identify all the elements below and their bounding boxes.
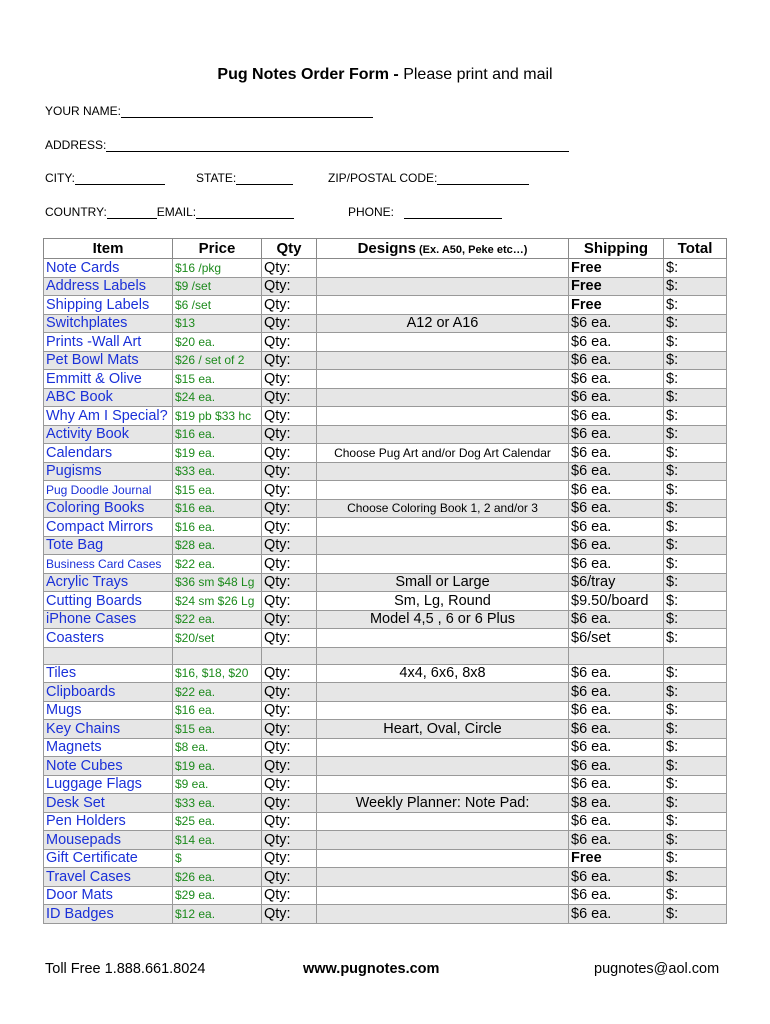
design-cell[interactable]: [317, 849, 569, 868]
design-cell[interactable]: [317, 629, 569, 648]
state-field[interactable]: [196, 171, 293, 185]
total-cell[interactable]: $:: [664, 462, 727, 481]
qty-cell[interactable]: Qty:: [262, 886, 317, 905]
name-field[interactable]: [45, 104, 373, 118]
shipping-cell: $6 ea.: [569, 351, 664, 370]
item-cell: Tiles: [44, 664, 173, 683]
item-cell: Switchplates: [44, 314, 173, 333]
qty-cell[interactable]: Qty:: [262, 738, 317, 757]
item-cell: Prints -Wall Art: [44, 333, 173, 352]
item-cell: Mugs: [44, 701, 173, 720]
total-cell[interactable]: $:: [664, 738, 727, 757]
qty-cell[interactable]: Qty:: [262, 388, 317, 407]
qty-cell[interactable]: Qty:: [262, 664, 317, 683]
total-cell[interactable]: $:: [664, 592, 727, 611]
qty-cell[interactable]: Qty:: [262, 610, 317, 629]
price-cell: $12 ea.: [173, 905, 262, 924]
table-header: [44, 239, 727, 259]
total-cell[interactable]: $:: [664, 555, 727, 574]
shipping-cell: $6 ea.: [569, 664, 664, 683]
total-cell[interactable]: $:: [664, 277, 727, 296]
price-cell: $22 ea.: [173, 683, 262, 702]
price-cell: $24 sm $26 Lg: [173, 592, 262, 611]
design-cell[interactable]: [317, 555, 569, 574]
item-cell: Pet Bowl Mats: [44, 351, 173, 370]
qty-cell[interactable]: Qty:: [262, 555, 317, 574]
shipping-cell: $6 ea.: [569, 905, 664, 924]
shipping-cell: $9.50/board: [569, 592, 664, 611]
price-cell: $14 ea.: [173, 831, 262, 850]
total-cell[interactable]: $:: [664, 481, 727, 500]
city-field[interactable]: [45, 171, 165, 185]
state-label: STATE:: [196, 171, 237, 185]
total-cell[interactable]: $:: [664, 351, 727, 370]
table-row: [44, 555, 727, 574]
price-cell: $33 ea.: [173, 462, 262, 481]
spacer-row: [44, 647, 727, 664]
table-row: [44, 905, 727, 924]
item-cell: Calendars: [44, 444, 173, 463]
price-cell: $16 ea.: [173, 425, 262, 444]
design-cell[interactable]: Heart, Oval, Circle: [317, 720, 569, 739]
design-cell[interactable]: [317, 775, 569, 794]
shipping-cell: $6 ea.: [569, 683, 664, 702]
city-line[interactable]: [75, 172, 165, 185]
item-cell: Emmitt & Olive: [44, 370, 173, 389]
table-row: [44, 259, 727, 278]
design-cell[interactable]: [317, 481, 569, 500]
design-cell[interactable]: A12 or A16: [317, 314, 569, 333]
item-cell: Luggage Flags: [44, 775, 173, 794]
total-cell[interactable]: $:: [664, 849, 727, 868]
order-table: [43, 238, 727, 924]
shipping-cell: $6 ea.: [569, 536, 664, 555]
total-cell[interactable]: $:: [664, 775, 727, 794]
shipping-cell: $6/set: [569, 629, 664, 648]
qty-cell[interactable]: Qty:: [262, 831, 317, 850]
phone-field[interactable]: [348, 205, 502, 219]
qty-cell[interactable]: Qty:: [262, 259, 317, 278]
qty-cell[interactable]: Qty:: [262, 573, 317, 592]
design-cell[interactable]: [317, 333, 569, 352]
shipping-cell: $6 ea.: [569, 701, 664, 720]
qty-cell[interactable]: Qty:: [262, 629, 317, 648]
design-cell[interactable]: [317, 259, 569, 278]
table-row: [44, 738, 727, 757]
qty-cell[interactable]: Qty:: [262, 277, 317, 296]
spacer-cell: [173, 647, 262, 664]
design-cell[interactable]: [317, 351, 569, 370]
qty-cell[interactable]: Qty:: [262, 683, 317, 702]
price-cell: $8 ea.: [173, 738, 262, 757]
zip-field[interactable]: [328, 171, 529, 185]
total-cell[interactable]: $:: [664, 610, 727, 629]
shipping-cell: $8 ea.: [569, 794, 664, 813]
design-cell[interactable]: [317, 277, 569, 296]
table-row: [44, 388, 727, 407]
shipping-cell: $6 ea.: [569, 757, 664, 776]
order-table-body: [44, 259, 727, 924]
email-label: EMAIL:: [156, 205, 197, 219]
price-cell: $19 ea.: [173, 757, 262, 776]
country-field[interactable]: [45, 205, 294, 219]
design-cell[interactable]: [317, 831, 569, 850]
price-cell: $22 ea.: [173, 555, 262, 574]
spacer-cell: [569, 647, 664, 664]
qty-cell[interactable]: Qty:: [262, 499, 317, 518]
header-shipping: Shipping: [569, 239, 664, 259]
qty-cell[interactable]: Qty:: [262, 314, 317, 333]
shipping-cell: $6 ea.: [569, 314, 664, 333]
design-cell[interactable]: Model 4,5 , 6 or 6 Plus: [317, 610, 569, 629]
shipping-cell: $6 ea.: [569, 444, 664, 463]
price-cell: $9 /set: [173, 277, 262, 296]
spacer-cell: [44, 647, 173, 664]
shipping-cell: Free: [569, 296, 664, 315]
spacer-cell: [664, 647, 727, 664]
phone-label: PHONE:: [348, 205, 395, 219]
total-cell[interactable]: $:: [664, 314, 727, 333]
total-cell[interactable]: $:: [664, 518, 727, 537]
shipping-cell: $6 ea.: [569, 886, 664, 905]
design-cell[interactable]: Choose Pug Art and/or Dog Art Calendar: [317, 444, 569, 463]
design-cell[interactable]: [317, 812, 569, 831]
table-row: [44, 886, 727, 905]
shipping-cell: $6 ea.: [569, 481, 664, 500]
country-label: COUNTRY:: [45, 205, 107, 219]
item-cell: Clipboards: [44, 683, 173, 702]
table-row: [44, 629, 727, 648]
price-cell: $15 ea.: [173, 481, 262, 500]
header-designs-label: Designs: [357, 240, 416, 257]
qty-cell[interactable]: Qty:: [262, 425, 317, 444]
total-cell[interactable]: $:: [664, 388, 727, 407]
price-cell: $16 ea.: [173, 701, 262, 720]
item-cell: Tote Bag: [44, 536, 173, 555]
phone-line[interactable]: [404, 206, 502, 219]
design-cell[interactable]: [317, 701, 569, 720]
price-cell: $9 ea.: [173, 775, 262, 794]
shipping-cell: $6 ea.: [569, 425, 664, 444]
total-cell[interactable]: $:: [664, 499, 727, 518]
item-cell: Desk Set: [44, 794, 173, 813]
form-title: [0, 66, 770, 84]
shipping-cell: $6/tray: [569, 573, 664, 592]
qty-cell[interactable]: Qty:: [262, 333, 317, 352]
item-cell: Cutting Boards: [44, 592, 173, 611]
item-cell: Coloring Books: [44, 499, 173, 518]
total-cell[interactable]: $:: [664, 425, 727, 444]
form-title-rest: Please print and mail: [398, 66, 553, 83]
total-cell[interactable]: $:: [664, 296, 727, 315]
item-cell: Acrylic Trays: [44, 573, 173, 592]
price-cell: $29 ea.: [173, 886, 262, 905]
qty-cell[interactable]: Qty:: [262, 518, 317, 537]
design-cell[interactable]: Small or Large: [317, 573, 569, 592]
design-cell[interactable]: [317, 757, 569, 776]
price-cell: $33 ea.: [173, 794, 262, 813]
item-cell: Activity Book: [44, 425, 173, 444]
qty-cell[interactable]: Qty:: [262, 720, 317, 739]
address-label: ADDRESS:: [45, 138, 107, 152]
table-row: [44, 333, 727, 352]
spacer-cell: [262, 647, 317, 664]
item-cell: Magnets: [44, 738, 173, 757]
design-cell[interactable]: [317, 407, 569, 426]
item-cell: Gift Certificate: [44, 849, 173, 868]
table-row: [44, 296, 727, 315]
total-cell[interactable]: $:: [664, 536, 727, 555]
shipping-cell: Free: [569, 259, 664, 278]
table-row: [44, 775, 727, 794]
total-cell[interactable]: $:: [664, 868, 727, 887]
table-row: [44, 610, 727, 629]
price-cell: $26 ea.: [173, 868, 262, 887]
price-cell: $24 ea.: [173, 388, 262, 407]
total-cell[interactable]: $:: [664, 664, 727, 683]
name-line[interactable]: [121, 105, 373, 118]
design-cell[interactable]: [317, 388, 569, 407]
qty-cell[interactable]: Qty:: [262, 296, 317, 315]
table-row: [44, 536, 727, 555]
design-cell[interactable]: [317, 518, 569, 537]
design-cell[interactable]: Sm, Lg, Round: [317, 592, 569, 611]
price-cell: $6 /set: [173, 296, 262, 315]
design-cell[interactable]: 4x4, 6x6, 8x8: [317, 664, 569, 683]
shipping-cell: $6 ea.: [569, 518, 664, 537]
price-cell: $36 sm $48 Lg: [173, 573, 262, 592]
total-cell[interactable]: $:: [664, 831, 727, 850]
header-item: Item: [44, 239, 173, 259]
shipping-cell: $6 ea.: [569, 462, 664, 481]
header-designs: [317, 239, 569, 259]
table-row: [44, 720, 727, 739]
shipping-cell: $6 ea.: [569, 610, 664, 629]
price-cell: $16, $18, $20: [173, 664, 262, 683]
item-cell: Door Mats: [44, 886, 173, 905]
price-cell: $19 pb $33 hc: [173, 407, 262, 426]
header-designs-note: (Ex. A50, Peke etc…): [415, 244, 528, 256]
price-cell: $26 / set of 2: [173, 351, 262, 370]
item-cell: Travel Cases: [44, 868, 173, 887]
table-row: [44, 444, 727, 463]
shipping-cell: $6 ea.: [569, 370, 664, 389]
item-cell: Address Labels: [44, 277, 173, 296]
shipping-cell: $6 ea.: [569, 720, 664, 739]
total-cell[interactable]: $:: [664, 886, 727, 905]
header-total: Total: [664, 239, 727, 259]
total-cell[interactable]: $:: [664, 683, 727, 702]
table-row: [44, 277, 727, 296]
qty-cell[interactable]: Qty:: [262, 592, 317, 611]
qty-cell[interactable]: Qty:: [262, 775, 317, 794]
header-qty: Qty: [262, 239, 317, 259]
table-row: [44, 757, 727, 776]
design-cell[interactable]: [317, 868, 569, 887]
qty-cell[interactable]: Qty:: [262, 407, 317, 426]
item-cell: Pug Doodle Journal: [44, 481, 173, 500]
shipping-cell: $6 ea.: [569, 775, 664, 794]
table-row: [44, 683, 727, 702]
design-cell[interactable]: [317, 425, 569, 444]
shipping-cell: Free: [569, 849, 664, 868]
table-row: [44, 831, 727, 850]
price-cell: $16 ea.: [173, 499, 262, 518]
qty-cell[interactable]: Qty:: [262, 536, 317, 555]
email-line[interactable]: [196, 206, 294, 219]
total-cell[interactable]: $:: [664, 905, 727, 924]
table-row: [44, 407, 727, 426]
price-cell: $16 ea.: [173, 518, 262, 537]
item-cell: Note Cubes: [44, 757, 173, 776]
qty-cell[interactable]: Qty:: [262, 481, 317, 500]
total-cell[interactable]: $:: [664, 701, 727, 720]
qty-cell[interactable]: Qty:: [262, 849, 317, 868]
total-cell[interactable]: $:: [664, 370, 727, 389]
qty-cell[interactable]: Qty:: [262, 701, 317, 720]
total-cell[interactable]: $:: [664, 720, 727, 739]
table-row: [44, 664, 727, 683]
total-cell[interactable]: $:: [664, 333, 727, 352]
item-cell: Shipping Labels: [44, 296, 173, 315]
form-title-bold: Pug Notes Order Form -: [217, 66, 399, 83]
shipping-cell: Free: [569, 277, 664, 296]
qty-cell[interactable]: Qty:: [262, 462, 317, 481]
qty-cell[interactable]: Qty:: [262, 370, 317, 389]
city-label: CITY:: [45, 171, 76, 185]
price-cell: $13: [173, 314, 262, 333]
design-cell[interactable]: [317, 738, 569, 757]
total-cell[interactable]: $:: [664, 812, 727, 831]
table-row: [44, 573, 727, 592]
shipping-cell: $6 ea.: [569, 812, 664, 831]
price-cell: $20/set: [173, 629, 262, 648]
table-row: [44, 462, 727, 481]
item-cell: Why Am I Special?: [44, 407, 173, 426]
price-cell: $16 /pkg: [173, 259, 262, 278]
item-cell: Note Cards: [44, 259, 173, 278]
total-cell[interactable]: $:: [664, 794, 727, 813]
shipping-cell: $6 ea.: [569, 499, 664, 518]
total-cell[interactable]: $:: [664, 757, 727, 776]
shipping-cell: $6 ea.: [569, 831, 664, 850]
table-row: [44, 481, 727, 500]
item-cell: Pugisms: [44, 462, 173, 481]
total-cell[interactable]: $:: [664, 259, 727, 278]
table-row: [44, 592, 727, 611]
price-cell: $25 ea.: [173, 812, 262, 831]
table-row: [44, 794, 727, 813]
shipping-cell: $6 ea.: [569, 388, 664, 407]
design-cell[interactable]: [317, 683, 569, 702]
design-cell[interactable]: [317, 886, 569, 905]
table-row: [44, 351, 727, 370]
table-row: [44, 370, 727, 389]
shipping-cell: $6 ea.: [569, 868, 664, 887]
price-cell: $22 ea.: [173, 610, 262, 629]
qty-cell[interactable]: Qty:: [262, 757, 317, 776]
table-row: [44, 425, 727, 444]
table-row: [44, 701, 727, 720]
item-cell: Pen Holders: [44, 812, 173, 831]
name-label: YOUR NAME:: [45, 104, 122, 118]
state-line[interactable]: [236, 172, 293, 185]
header-price: Price: [173, 239, 262, 259]
footer-phone: Toll Free 1.888.661.8024: [45, 961, 206, 977]
item-cell: Business Card Cases: [44, 555, 173, 574]
footer-website[interactable]: www.pugnotes.com: [303, 961, 440, 977]
price-cell: $15 ea.: [173, 720, 262, 739]
price-cell: $19 ea.: [173, 444, 262, 463]
qty-cell[interactable]: Qty:: [262, 812, 317, 831]
address-field[interactable]: [45, 138, 569, 152]
spacer-cell: [317, 647, 569, 664]
shipping-cell: $6 ea.: [569, 555, 664, 574]
qty-cell[interactable]: Qty:: [262, 868, 317, 887]
total-cell[interactable]: $:: [664, 629, 727, 648]
table-row: [44, 314, 727, 333]
price-cell: $28 ea.: [173, 536, 262, 555]
design-cell[interactable]: Weekly Planner: Note Pad:: [317, 794, 569, 813]
table-row: [44, 849, 727, 868]
shipping-cell: $6 ea.: [569, 738, 664, 757]
design-cell[interactable]: Choose Coloring Book 1, 2 and/or 3: [317, 499, 569, 518]
price-cell: $15 ea.: [173, 370, 262, 389]
table-row: [44, 812, 727, 831]
footer-email[interactable]: pugnotes@aol.com: [594, 961, 720, 977]
qty-cell[interactable]: Qty:: [262, 351, 317, 370]
price-cell: $: [173, 849, 262, 868]
item-cell: Key Chains: [44, 720, 173, 739]
zip-label: ZIP/POSTAL CODE:: [328, 171, 438, 185]
table-row: [44, 499, 727, 518]
country-line[interactable]: [107, 206, 157, 219]
design-cell[interactable]: [317, 905, 569, 924]
design-cell[interactable]: [317, 296, 569, 315]
design-cell[interactable]: [317, 370, 569, 389]
qty-cell[interactable]: Qty:: [262, 794, 317, 813]
item-cell: Compact Mirrors: [44, 518, 173, 537]
address-line[interactable]: [106, 139, 569, 152]
design-cell[interactable]: [317, 462, 569, 481]
item-cell: ABC Book: [44, 388, 173, 407]
item-cell: ID Badges: [44, 905, 173, 924]
total-cell[interactable]: $:: [664, 407, 727, 426]
price-cell: $20 ea.: [173, 333, 262, 352]
table-row: [44, 518, 727, 537]
item-cell: Coasters: [44, 629, 173, 648]
zip-line[interactable]: [437, 172, 529, 185]
total-cell[interactable]: $:: [664, 573, 727, 592]
shipping-cell: $6 ea.: [569, 407, 664, 426]
design-cell[interactable]: [317, 536, 569, 555]
item-cell: iPhone Cases: [44, 610, 173, 629]
qty-cell[interactable]: Qty:: [262, 444, 317, 463]
total-cell[interactable]: $:: [664, 444, 727, 463]
qty-cell[interactable]: Qty:: [262, 905, 317, 924]
item-cell: Mousepads: [44, 831, 173, 850]
table-row: [44, 868, 727, 887]
shipping-cell: $6 ea.: [569, 333, 664, 352]
